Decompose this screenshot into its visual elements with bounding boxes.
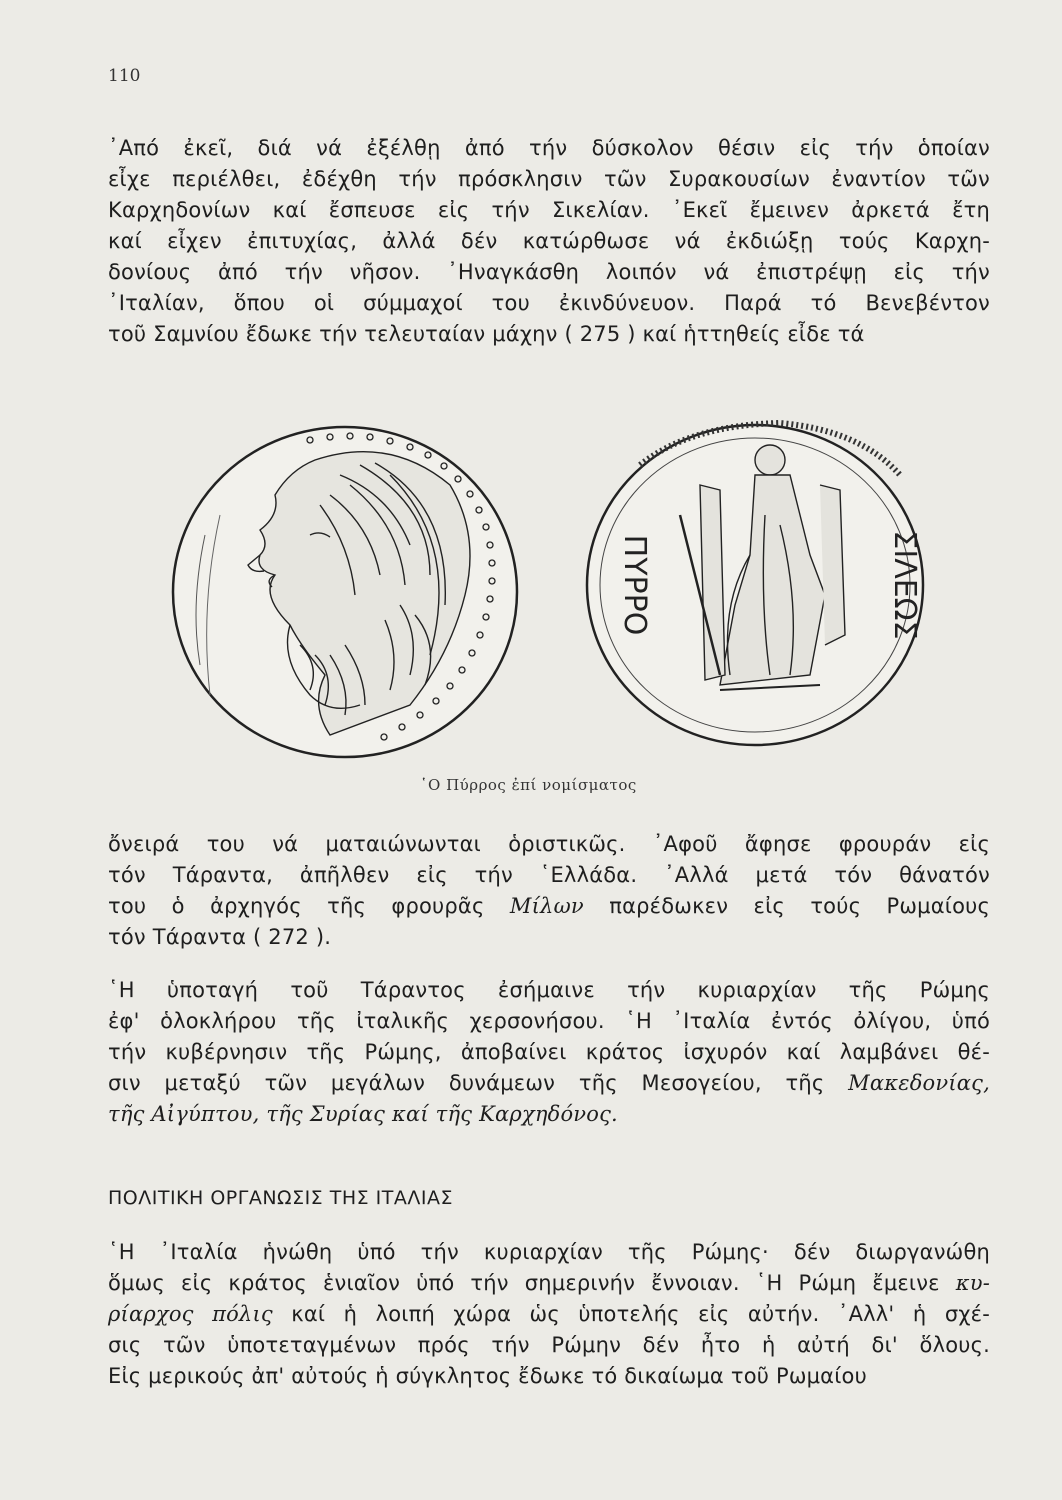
text-line: ἐφ' ὁλοκλήρου τῆς ἰταλικῆς χερσονήσου. ῾Η ᾿Ιταλία ἐντός ὀλίγου, ὑπό (108, 1009, 990, 1033)
text-line: ᾿Ιταλίαν, ὅπου οἱ σύμμαχοί του ἐκινδύνευον. Παρά τό Βενεβέντον (108, 291, 990, 315)
text-line: τήν κυβέρνησιν τῆς Ρώμης, ἀποβαίνει κράτος ἰσχυρόν καί λαμβάνει θέ- (108, 1040, 990, 1064)
paragraph-1 (108, 133, 990, 350)
paragraph-4 (108, 1237, 990, 1392)
text-line: σιν μεταξύ τῶν μεγάλων δυνάμεων τῆς Μεσογείου, τῆς Μακεδονίας, (108, 1071, 990, 1095)
text-line: ᾿Από ἐκεῖ, διά νά ἐξέλθῃ ἀπό τήν δύσκολον θέσιν εἰς τήν ὁποίαν (108, 136, 990, 160)
coin-illustration (160, 405, 1000, 770)
text-line: καί εἶχεν ἐπιτυχίας, ἀλλά δέν κατώρθωσε νά ἐκδιώξῃ τούς Καρχη- (108, 229, 990, 253)
text-line: τόν Τάραντα ( 272 ). (108, 925, 332, 949)
text-line: τῆς Αἰγύπτου, τῆς Συρίας καί τῆς Καρχηδόνος. (108, 1102, 618, 1126)
coin-legend-right: ΣΙΛΕΩΣ (887, 530, 922, 640)
text-line: δονίους ἀπό τήν νῆσον. ᾿Ηναγκάσθη λοιπόν νά ἐπιστρέψῃ εἰς τήν (108, 260, 990, 284)
figure-caption: ῾Ο Πύρρος ἐπί νομίσματος (420, 776, 637, 794)
coin-reverse (587, 423, 923, 745)
text-line: τοῦ Σαμνίου ἔδωκε τήν τελευταίαν μάχην ( 275 ) καί ἡττηθείς εἶδε τά (108, 322, 865, 346)
text-line: ῾Η ᾿Ιταλία ἡνώθη ὑπό τήν κυριαρχίαν τῆς Ρώμης· δέν διωργανώθη (108, 1240, 990, 1264)
text-line: ῾Η ὑποταγή τοῦ Τάραντος ἐσήμαινε τήν κυριαρχίαν τῆς Ρώμης (108, 978, 990, 1002)
text-line: Καρχηδονίων καί ἔσπευσε εἰς τήν Σικελίαν. ᾿Εκεῖ ἔμεινεν ἀρκετά ἔτη (108, 198, 990, 222)
text-line: ὄνειρά του νά ματαιώνωνται ὁριστικῶς. ᾿Αφοῦ ἄφησε φρουράν εἰς (108, 832, 990, 856)
text-line: σις τῶν ὑποτεταγμένων πρός τήν Ρώμην δέν ἦτο ἡ αὐτή δι' ὅλους. (108, 1333, 990, 1357)
text-line: Εἰς μερικούς ἀπ' αὐτούς ἡ σύγκλητος ἔδωκε τό δικαίωμα τοῦ Ρωμαίου (108, 1364, 867, 1388)
text-line: ὅμως εἰς κράτος ἑνιαῖον ὑπό τήν σημερινήν ἔννοιαν. ῾Η Ρώμη ἔμεινε κυ- (108, 1271, 990, 1295)
coin-legend-left: ΠΥΡΡΟ (617, 534, 652, 636)
section-heading: ΠΟΛΙΤΙΚΗ ΟΡΓΑΝΩΣΙΣ ΤΗΣ ΙΤΑΛΙΑΣ (108, 1187, 453, 1209)
text-line: τόν Τάραντα, ἀπῆλθεν εἰς τήν ῾Ελλάδα. ᾿Αλλά μετά τόν θάνατόν (108, 863, 990, 887)
text-line: του ὁ ἀρχηγός τῆς φρουρᾶς Μίλων παρέδωκεν εἰς τούς Ρωμαίους (108, 894, 990, 918)
text-line: ρίαρχος πόλις καί ἡ λοιπή χώρα ὡς ὑποτελής εἰς αὐτήν. ᾿Αλλ' ἡ σχέ- (108, 1302, 990, 1326)
coin-obverse (173, 427, 517, 757)
paragraph-2 (108, 829, 990, 953)
page-number: 110 (108, 66, 141, 86)
paragraph-3 (108, 975, 990, 1130)
text-line: εἶχε περιέλθει, ἐδέχθη τήν πρόσκλησιν τῶν Συρακουσίων ἐναντίον τῶν (108, 167, 990, 191)
